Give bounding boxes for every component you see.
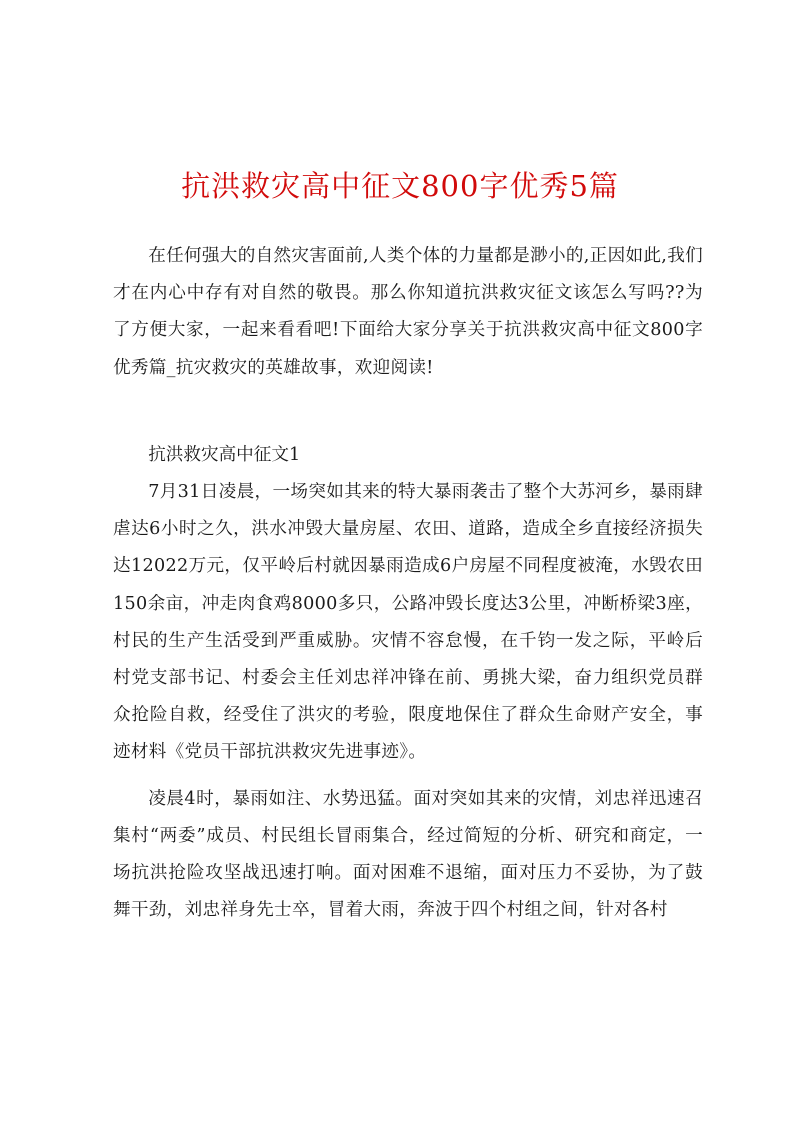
intro-paragraph: 在任何强大的自然灾害面前,人类个体的力量都是渺小的,正因如此,我们才在内心中存有对自然的敬畏。那么你知道抗洪救灾征文该怎么写吗??为了方便大家，一起来看看吧!下面给大家分享关于抗洪救灾高中征文800字优秀篇_抗灾救灾的英雄故事，欢迎阅读!	[113, 246, 703, 378]
body-paragraph: 凌晨4时，暴雨如注、水势迅猛。面对突如其来的灾情，刘忠祥迅速召集村“两委”成员、村民组长冒雨集合，经过简短的分析、研究和商定，一场抗洪抢险攻坚战迅速打响。面对困难不退缩，面对压力不妥协，为了鼓舞干劲，刘忠祥身先士卒，冒着大雨，奔波于四个村组之间，针对各村	[113, 788, 703, 921]
body-paragraph: 7月31日凌晨，一场突如其来的特大暴雨袭击了整个大苏河乡，暴雨肆虐达6小时之久，洪水冲毁大量房屋、农田、道路，造成全乡直接经济损失达12022万元，仅平岭后村就因暴雨造成6户房屋不同程度被淹，水毁农田150余亩，冲走肉食鸡8000多只，公路冲毁长度达3公里，冲断桥梁3座，村民的生产生活受到严重威胁。灾情不容怠慢，在千钧一发之际，平岭后村党支部书记、村委会主任刘忠祥冲锋在前、勇挑大梁，奋力组织党员群众抢险自救，经受住了洪灾的考验，限度地保住了群众生命财产安全，事迹材料《党员干部抗洪救灾先进事迹》。	[113, 482, 703, 763]
document-title: 抗洪救灾高中征文800字优秀5篇	[181, 169, 619, 203]
document-body	[113, 238, 703, 929]
section-heading: 抗洪救灾高中征文1	[148, 444, 301, 465]
